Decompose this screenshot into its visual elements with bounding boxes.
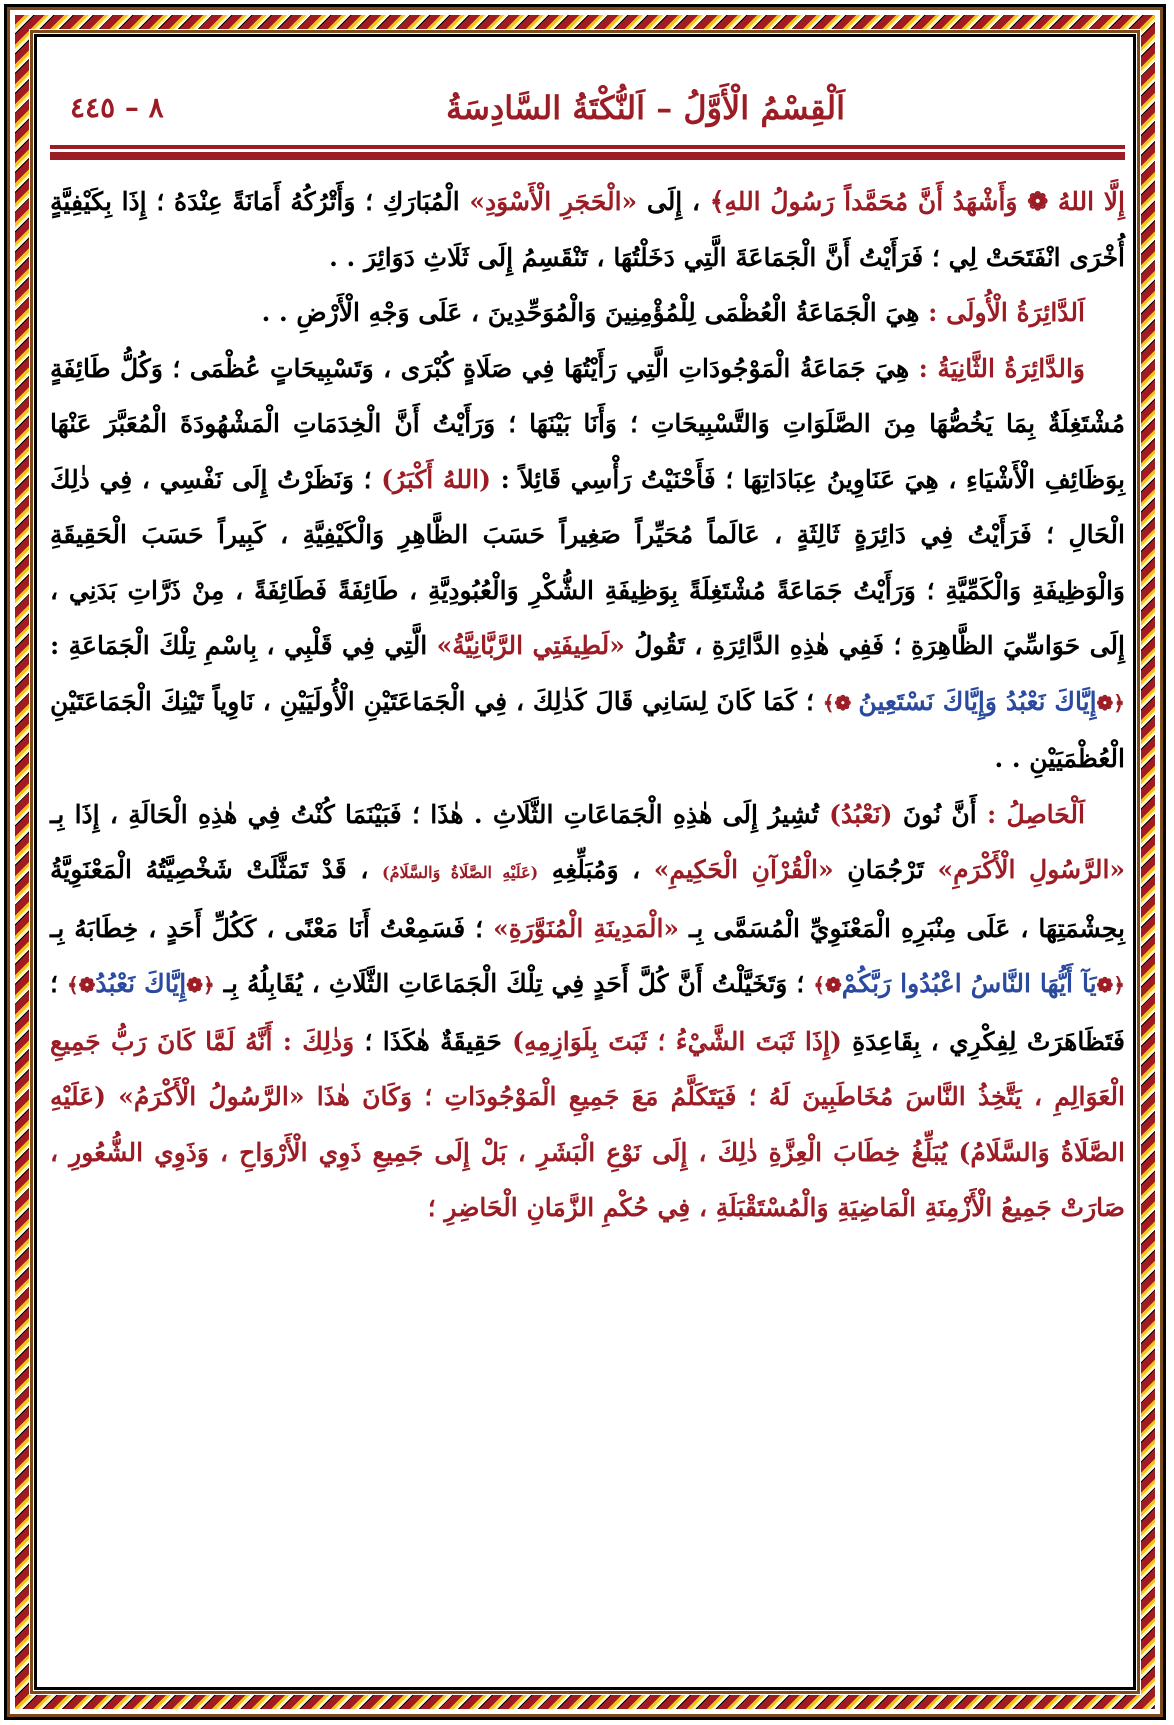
ornate-bracket-icon: ❁﴾ bbox=[813, 973, 842, 997]
quran-verse: إِيَّاكَ نَعْبُدُ bbox=[95, 969, 187, 998]
text-segment: الَّتِي فِي قَلْبِي ، بِاسْمِ تِلْكَ الْجَمَاعَةِ : bbox=[50, 631, 437, 660]
highlighted-phrase: «الْقُرْآنِ الْحَكِيمِ» bbox=[653, 855, 834, 884]
highlighted-phrase: «الْحَجَرِ الْأَسْوَدِ» bbox=[469, 187, 638, 216]
text-segment: ؛ فَسَمِعْتُ أَنَا مَعْنًى ، كَكُلِّ أَحَدٍ ، خِطَابَهُ بِـ bbox=[50, 913, 494, 943]
ornate-bracket-icon: ❁﴾ bbox=[822, 690, 859, 715]
text-segment: أَنَّ نُونَ bbox=[892, 799, 987, 829]
text-segment: ، وَمُبَلِّغِهِ bbox=[538, 855, 654, 884]
text-segment: ، قَدْ تَمَثَّلَتْ شَخْصِيَّتُهُ الْمَعْنَوِيَّةُ بِحِشْمَتِهَا ، عَلَى مِنْبَرِهِ الْمَعْنَوِيِّ الْمُسَمَّى بِـ bbox=[50, 855, 1125, 943]
highlighted-phrase: «الرَّسُولِ الْأَكْرَمِ» bbox=[937, 855, 1126, 884]
ornate-bracket-icon: ❁﴾ bbox=[66, 973, 96, 997]
highlighted-phrase: اَلْحَاصِلُ : bbox=[986, 799, 1085, 829]
text-segment: هِيَ جَمَاعَةُ الْمَوْجُودَاتِ الَّتِي رَأَيْتُهَا فِي صَلَاةٍ كُبْرَى ، وَتَسْبِيحَاتٍ عُظْمَى ؛ وَكُلُّ طَائِفَةٍ مُشْتَغِلَةٌ بِمَا يَخُصُّهَا مِنَ الصَّلَوَاتِ وَالتَّسْبِيحَاتِ ؛ وَأَنَا بَيْنَهَا ؛ وَرَأَيْتُ أَنَّ الْخِدَمَاتِ الْمَشْهُودَةَ الْمُعَبَّرَ عَنْهَا بِوَظَائِفِ الْأَشْيَاءِ ، هِيَ عَنَاوِينُ عِبَادَاتِهَا ؛ فَأَحْنَيْتُ رَأْسِي قَائِلاً : bbox=[50, 353, 1126, 494]
highlighted-phrase: إِلَّا اللهُ ❁ وَأَشْهَدُ أَنَّ مُحَمَّداً رَسُولُ اللهِ﴾ bbox=[709, 187, 1125, 216]
paragraph bbox=[50, 285, 1125, 341]
text-segment: هِيَ الْجَمَاعَةُ الْعُظْمَى لِلْمُؤْمِنِينَ وَالْمُوَحِّدِينَ ، عَلَى وَجْهِ الْأَرْضِ . . bbox=[261, 298, 929, 327]
page-content bbox=[50, 70, 1125, 1670]
text-segment: ؛ كَمَا كَانَ لِسَانِي قَالَ كَذٰلِكَ ، فِي الْجَمَاعَتَيْنِ الْأُولَيَيْنِ ، نَاوِياً تَيْنِكَ الْجَمَاعَتَيْنِ الْعُظْمَيَيْنِ . . bbox=[50, 686, 1125, 773]
text-segment: ؛ وَتَخَيَّلْتُ أَنَّ كُلَّ أَحَدٍ فِي تِلْكَ الْجَمَاعَاتِ الثَّلَاثِ ، يُقَابِلُهُ بِـ bbox=[214, 969, 814, 998]
paragraph bbox=[50, 341, 1125, 787]
ornate-bracket-icon: ﴿❁ bbox=[186, 973, 215, 997]
highlighted-phrase: (اللهُ أَكْبَرُ) bbox=[381, 464, 491, 494]
text-segment: الْمُبَارَكِ ؛ وَأَتْرُكُهُ أَمَانَةً عِنْدَهُ ؛ إِذَا بِكَيْفِيَّةٍ أُخْرَى انْفَتَحَتْ لِي ؛ فَرَأَيْتُ أَنَّ الْجَمَاعَةَ الَّتِي دَخَلْتُهَا ، تَنْقَسِمُ إِلَى ثَلَاثِ دَوَائِرَ . . bbox=[50, 187, 1125, 272]
ornate-bracket-icon: ﴿❁ bbox=[1096, 690, 1125, 715]
body-text bbox=[50, 174, 1125, 1236]
paragraph bbox=[50, 787, 1125, 1236]
paragraph bbox=[50, 174, 1125, 285]
page-number: ٨ – ٤٤٥ bbox=[70, 91, 164, 124]
highlighted-phrase: «الْمَدِينَةِ الْمُنَوَّرَةِ» bbox=[493, 913, 680, 943]
salawat-calligraphy: (عَلَيْهِ الصَّلَاةُ وَالسَّلَامُ) bbox=[382, 863, 539, 882]
text-segment: تُشِيرُ إِلَى هٰذِهِ الْجَمَاعَاتِ الثَّلَاثِ . هٰذَا ؛ فَبَيْنَمَا كُنْتُ فِي هٰذِهِ الْحَالَةِ ، إِذَا بِـ bbox=[50, 799, 830, 829]
header-rule-thick bbox=[50, 152, 1125, 160]
ornate-bracket-icon: ﴿❁ bbox=[1096, 973, 1126, 997]
text-segment: حَقِيقَةٌ هٰكَذَا ؛ bbox=[354, 1026, 513, 1056]
highlighted-phrase: وَذٰلِكَ : أَنَّهُ لَمَّا كَانَ رَبُّ جَمِيعِ الْعَوَالِمِ ، يَتَّخِذُ النَّاسَ مُخَاطَبِينَ لَهُ ؛ فَيَتَكَلَّمُ مَعَ جَمِيعِ الْمَوْجُودَاتِ ؛ وَكَانَ هٰذَا «الرَّسُولُ الْأَكْرَمُ» (عَلَيْهِ الصَّلَاةُ وَالسَّلَامُ) يُبَلِّغُ خِطَابَ الْعِزَّةِ ذٰلِكَ ، إِلَى نَوْعِ الْبَشَرِ ، بَلْ إِلَى جَمِيعِ ذَوِي الْأَرْوَاحِ ، وَذَوِي الشُّعُورِ ، صَارَتْ جَمِيعُ الْأَزْمِنَةِ الْمَاضِيَةِ وَالْمُسْتَقْبَلَةِ ، فِي حُكْمِ الزَّمَانِ الْحَاضِرِ ؛ bbox=[50, 1026, 1125, 1222]
text-segment: ؛ وَنَظَرْتُ إِلَى نَفْسِي ، فِي ذٰلِكَ الْحَالِ ؛ فَرَأَيْتُ فِي دَائِرَةٍ ثَالِثَةٍ ، عَالَماً مُحَيِّراً صَغِيراً حَسَبَ الظَّاهِرِ وَالْكَيْفِيَّةِ ، كَبِيراً حَسَبَ الْحَقِيقَةِ وَالْوَظِيفَةِ وَالْكَمِّيَّةِ ؛ وَرَأَيْتُ جَمَاعَةً مُشْتَغِلَةً بِوَظِيفَةِ الشُّكْرِ وَالْعُبُودِيَّةِ ، طَائِفَةً فَطَائِفَةً ، مِنْ ذَرَّاتِ بَدَنِي ، إِلَى حَوَاسِّيَ الظَّاهِرَةِ ؛ فَفِي هٰذِهِ الدَّائِرَةِ ، تَقُولُ bbox=[50, 464, 1125, 660]
text-segment: تَرْجُمَانِ bbox=[833, 855, 938, 884]
highlighted-phrase: «لَطِيفَتِي الرَّبَّانِيَّةُ» bbox=[436, 631, 625, 660]
text-segment: ؛ فَتَظَاهَرَتْ لِفِكْرِي ، بِقَاعِدَةِ bbox=[50, 969, 1125, 1056]
quran-verse: إِيَّاكَ نَعْبُدُ وَإِيَّاكَ نَسْتَعِينُ bbox=[858, 686, 1097, 716]
text-segment: ، إِلَى bbox=[637, 187, 710, 216]
running-header bbox=[50, 70, 1125, 145]
highlighted-phrase: (إِذَا ثَبَتَ الشَّيْءُ ؛ ثَبَتَ بِلَوَازِمِهِ) bbox=[512, 1026, 842, 1056]
quran-verse: يَآ أَيُّهَا النَّاسُ اعْبُدُوا رَبَّكُمْ bbox=[841, 969, 1097, 998]
highlighted-phrase: (نَعْبُدُ) bbox=[829, 799, 893, 829]
highlighted-phrase: وَالدَّائِرَةُ الثَّانِيَةُ : bbox=[918, 353, 1085, 383]
header-rule-thin bbox=[50, 145, 1125, 149]
highlighted-phrase: اَلدَّائِرَةُ الْأُولَى : bbox=[928, 298, 1085, 327]
chapter-title: اَلْقِسْمُ الْأَوَّلُ – اَلنُّكْتَةُ السَّادِسَةُ bbox=[445, 88, 845, 127]
